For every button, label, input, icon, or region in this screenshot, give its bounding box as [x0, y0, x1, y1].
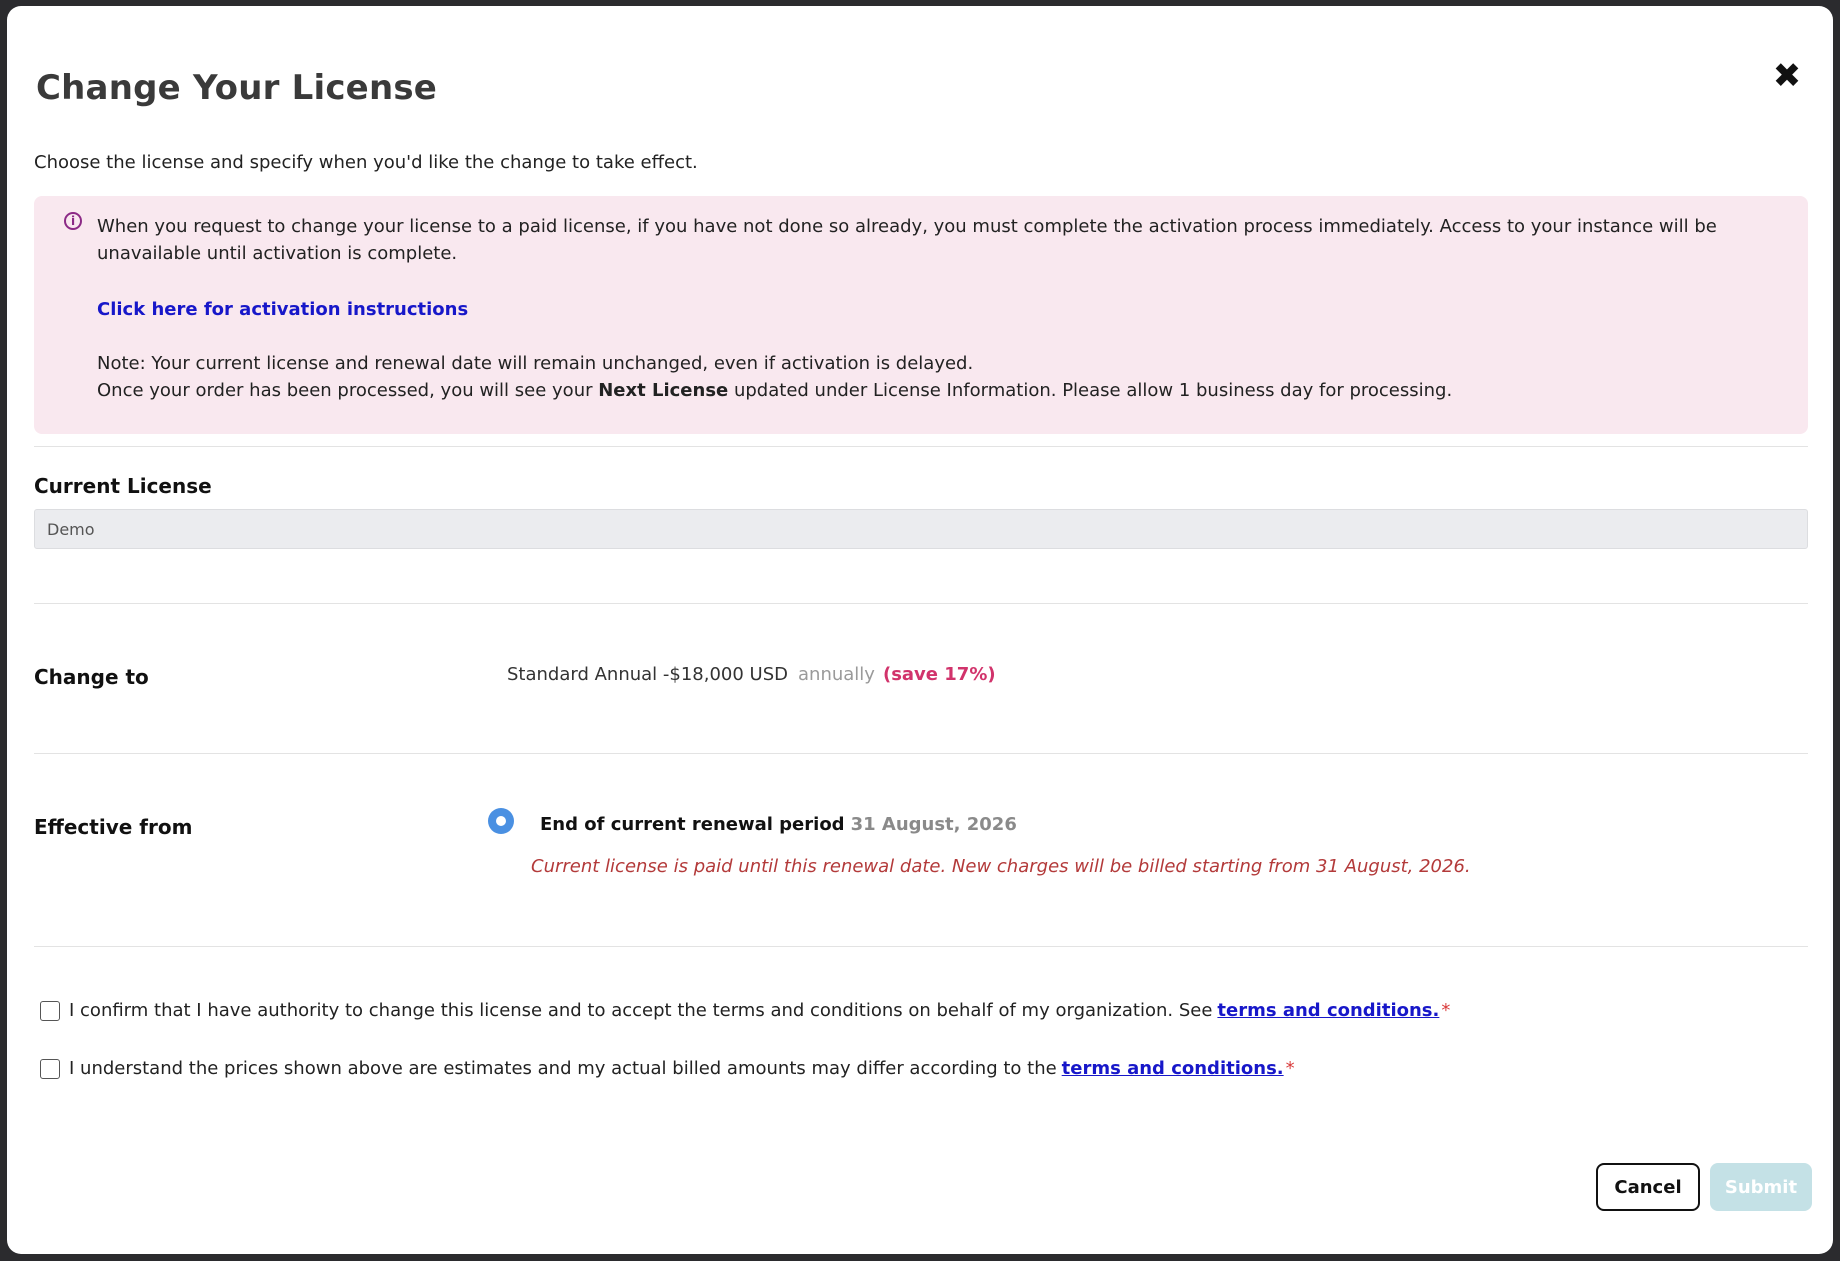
plan-name-price: Standard Annual -$18,000 USD	[507, 664, 789, 685]
dialog-title: Change Your License	[36, 68, 438, 108]
required-mark: *	[1441, 1000, 1451, 1021]
activation-instructions-link[interactable]: Click here for activation instructions	[97, 299, 469, 320]
terms-link[interactable]: terms and conditions.	[1217, 1000, 1440, 1021]
renewal-note: Current license is paid until this renewal date. New charges will be billed starting from 31 August, 2026.	[531, 856, 1471, 877]
note-line2-prefix: Once your order has been processed, you will see your	[97, 380, 599, 401]
effective-from-label: Effective from	[34, 815, 193, 839]
change-to-label: Change to	[34, 665, 149, 689]
activation-notice	[34, 196, 1808, 434]
estimate-confirmation	[40, 1058, 1295, 1079]
divider	[34, 946, 1808, 947]
divider	[34, 753, 1808, 754]
estimate-checkbox[interactable]	[40, 1059, 60, 1079]
current-license-label: Current License	[34, 474, 212, 498]
savings-badge: (save 17%)	[882, 664, 996, 685]
radio-selected-dot	[496, 816, 506, 826]
authority-text: I confirm that I have authority to change this license and to accept the terms and conditions on behalf of my organization. See	[69, 1000, 1213, 1021]
change-license-dialog	[7, 6, 1833, 1254]
next-license-bold: Next License	[598, 380, 729, 401]
required-mark: *	[1285, 1058, 1295, 1079]
submit-button[interactable]: Submit	[1710, 1163, 1812, 1211]
note-line2-suffix: updated under License Information. Please allow 1 business day for processing.	[728, 380, 1453, 401]
plan-option	[507, 664, 996, 685]
renewal-period-option-label[interactable]	[540, 814, 1017, 835]
dialog-subtitle: Choose the license and specify when you'd like the change to take effect.	[34, 152, 698, 173]
authority-checkbox[interactable]	[40, 1001, 60, 1021]
renewal-period-radio[interactable]	[488, 808, 514, 834]
terms-link[interactable]: terms and conditions.	[1061, 1058, 1284, 1079]
authority-confirmation	[40, 1000, 1450, 1021]
close-icon[interactable]: ✖	[1772, 56, 1802, 96]
divider	[34, 603, 1808, 604]
notice-note-line1: Note: Your current license and renewal date will remain unchanged, even if activation is delayed.	[97, 353, 974, 374]
renewal-date: 31 August, 2026	[850, 814, 1017, 835]
estimate-text: I understand the prices shown above are estimates and my actual billed amounts may differ according to the	[69, 1058, 1057, 1079]
current-license-field: Demo	[34, 509, 1808, 549]
divider	[34, 446, 1808, 447]
cancel-button[interactable]: Cancel	[1596, 1163, 1700, 1211]
plan-period: annually	[798, 664, 875, 685]
option-label-text: End of current renewal period	[540, 814, 845, 835]
notice-main-text: When you request to change your license to a paid license, if you have not done so already, you must complete the activation process immediately. Access to your instance will be unavailable until activation is complete.	[97, 216, 1717, 264]
notice-note-line2	[97, 377, 1452, 404]
info-icon: i	[64, 212, 82, 230]
